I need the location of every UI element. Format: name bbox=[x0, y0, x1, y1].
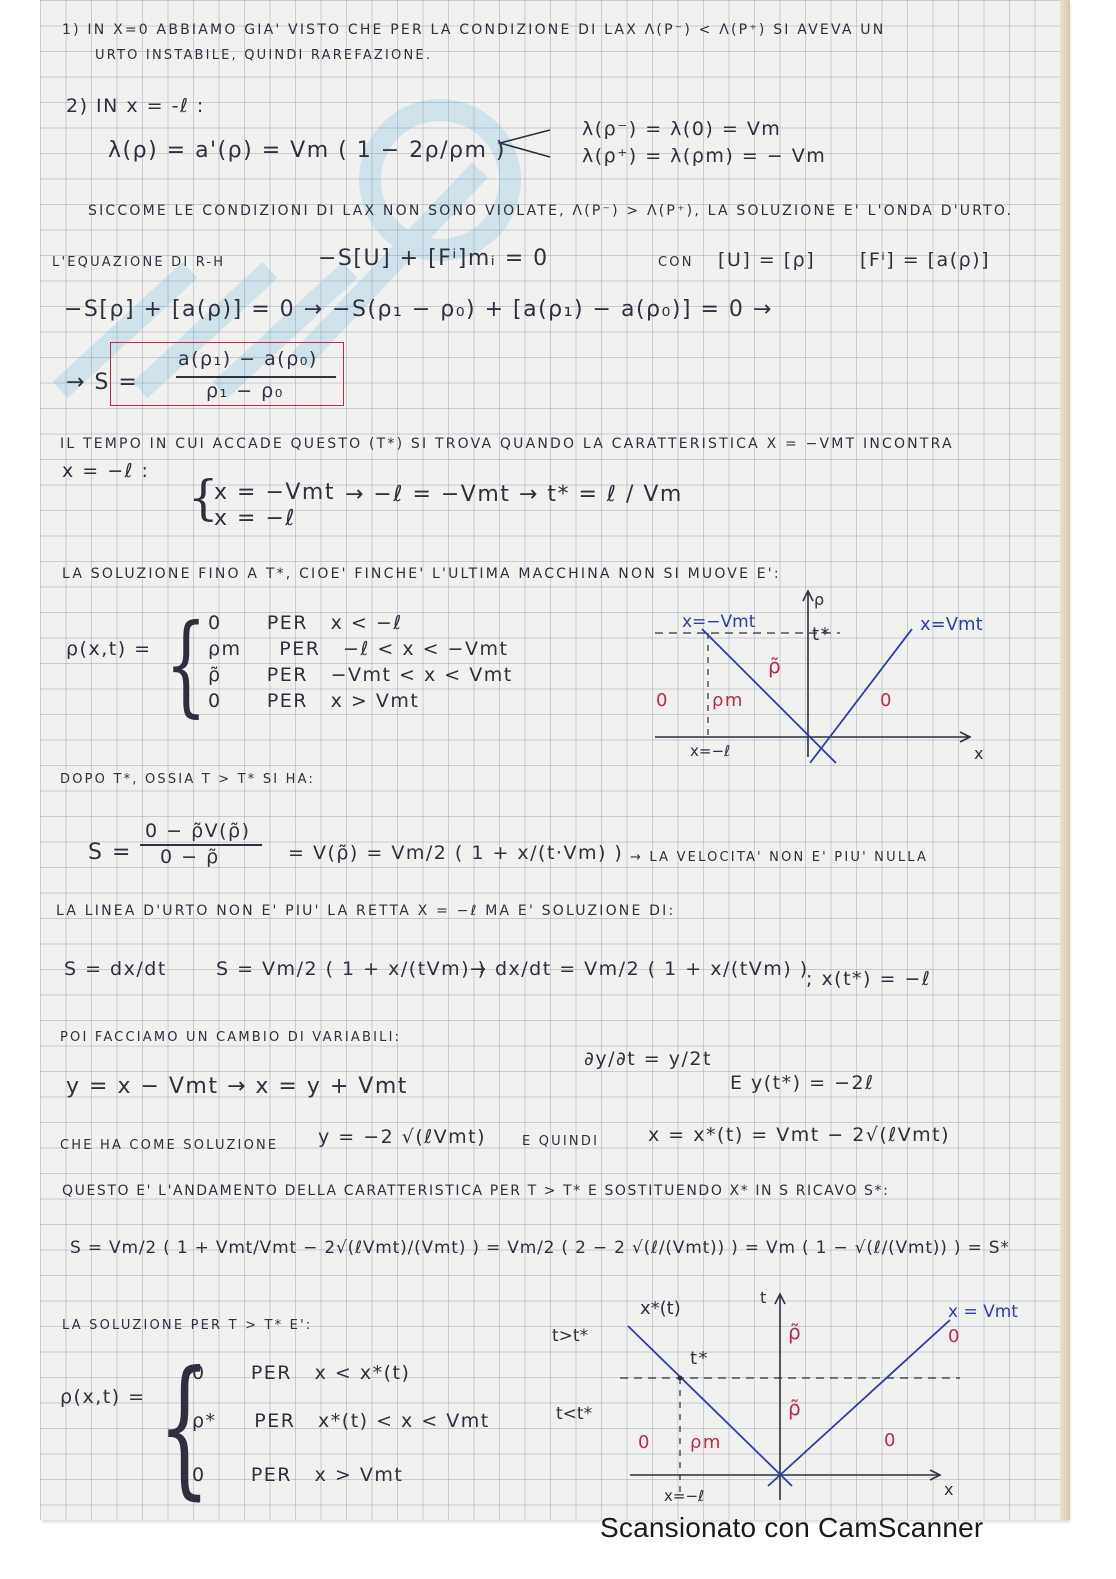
text-line: QUESTO E' L'ANDAMENTO DELLA CARATTERISTICA PER T > T* E SOSTITUENDO X* IN S RICAVO S*: bbox=[62, 1183, 890, 1199]
diagram1-rho-m: ρm bbox=[712, 690, 744, 711]
fraction-bar bbox=[176, 376, 336, 378]
diagram2-xstar-label: x*(t) bbox=[640, 1298, 681, 1319]
diagram2-tstar-label: t* bbox=[690, 1348, 710, 1369]
text-line: 0 − ρ̃ bbox=[160, 846, 220, 868]
text-line: ρ₁ − ρ₀ bbox=[206, 380, 284, 402]
text-line: ρm PER −ℓ < x < −Vmt bbox=[208, 638, 509, 660]
text-line: 0 PER x < −ℓ bbox=[208, 612, 403, 634]
text-line: λ(ρ) = a'(ρ) = Vm ( 1 − 2ρ/ρm ) bbox=[108, 138, 506, 163]
text-line: S = bbox=[88, 840, 132, 865]
text-line: x = −ℓ : bbox=[62, 460, 150, 482]
text-line: ∂y/∂t = y/2t bbox=[584, 1048, 712, 1070]
text-line: → dx/dt = Vm/2 ( 1 + x/(tVm) ) bbox=[470, 958, 809, 980]
text-line: DOPO T*, OSSIA T > T* SI HA: bbox=[60, 772, 316, 787]
diagram2-zero-left: 0 bbox=[638, 1432, 651, 1453]
text-line: −S[ρ] + [a(ρ)] = 0 → −S(ρ₁ − ρ₀) + [a(ρ₁) − a(ρ₀)] = 0 → bbox=[64, 297, 773, 322]
text-line: URTO INSTABILE, QUINDI RAREFAZIONE. bbox=[95, 48, 433, 63]
diagram1-left-line-label: x=−Vmt bbox=[682, 612, 756, 632]
diagram2-right-line-label: x = Vmt bbox=[948, 1302, 1018, 1322]
branch-arrow-icon bbox=[495, 125, 555, 165]
camscanner-footer: Scansionato con CamScanner bbox=[600, 1512, 984, 1543]
brace-icon: { bbox=[165, 600, 208, 728]
text-line: LA LINEA D'URTO NON E' PIU' LA RETTA X = −ℓ MA E' SOLUZIONE DI: bbox=[56, 903, 676, 919]
text-line: 1) IN X=0 ABBIAMO GIA' VISTO CHE PER LA CONDIZIONE DI LAX Λ(Ρ⁻) < Λ(Ρ⁺) SI AVEVA UN bbox=[62, 22, 886, 38]
text-line: 0 PER x < x*(t) bbox=[192, 1362, 411, 1384]
text-line: E QUINDI bbox=[522, 1134, 600, 1149]
text-line: SICCOME LE CONDIZIONI DI LAX NON SONO VIOLATE, Λ(Ρ⁻) > Λ(Ρ⁺), LA SOLUZIONE E' L'ONDA D'URTO. bbox=[88, 203, 1014, 219]
text-line: ρ(x,t) = bbox=[66, 638, 152, 660]
diagram2-rho-tilde-mid: ρ̃ bbox=[788, 1396, 803, 1420]
text-line: ; x(t*) = −ℓ bbox=[806, 968, 932, 990]
text-line: → S = bbox=[66, 370, 139, 395]
diagram1-zero-left: 0 bbox=[656, 690, 669, 711]
diagram2-t-axis-label: t bbox=[760, 1288, 768, 1307]
text-line: 0 PER x > Vmt bbox=[208, 690, 420, 712]
characteristic-left bbox=[628, 1326, 792, 1486]
text-line: ρ(x,t) = bbox=[60, 1386, 146, 1408]
text-line: 0 PER x > Vmt bbox=[192, 1464, 404, 1486]
characteristic-right bbox=[810, 629, 912, 763]
text-line: S = Vm/2 ( 1 + Vmt/Vmt − 2√(ℓVmt)/(Vmt) ) = Vm/2 ( 2 − 2 √(ℓ/(Vmt)) ) = Vm ( 1 − √(ℓ/(Vmt)) ) = S* bbox=[70, 1238, 1010, 1258]
diagram1-x-axis-label: x bbox=[974, 744, 985, 763]
diagram1-zero-right: 0 bbox=[880, 690, 893, 711]
diagram2-rho-m: ρm bbox=[690, 1432, 722, 1453]
diagram2-t-gt-label: t>t* bbox=[552, 1326, 589, 1346]
text-line: λ(ρ⁺) = λ(ρm) = − Vm bbox=[582, 145, 827, 167]
text-line: LA SOLUZIONE FINO A T*, CIOE' FINCHE' L'ULTIMA MACCHINA NON SI MUOVE E': bbox=[62, 566, 781, 582]
diagram2-zero-top-right: 0 bbox=[948, 1326, 961, 1347]
text-line: POI FACCIAMO UN CAMBIO DI VARIABILI: bbox=[60, 1030, 402, 1045]
text-line: λ(ρ⁻) = λ(0) = Vm bbox=[582, 118, 782, 140]
text-line: ρ* PER x*(t) < x < Vmt bbox=[192, 1410, 490, 1432]
text-line: [U] = [ρ] bbox=[718, 249, 816, 271]
diagram2-x-minus-l: x=−ℓ bbox=[664, 1487, 705, 1505]
diagram1-x-minus-l: x=−ℓ bbox=[690, 742, 731, 760]
brace-icon: { bbox=[158, 1340, 212, 1514]
text-line: x = −ℓ bbox=[214, 506, 296, 531]
text-line: x = x*(t) = Vmt − 2√(ℓVmt) bbox=[648, 1124, 951, 1146]
text-line: CON bbox=[658, 255, 694, 270]
text-line: E y(t*) = −2ℓ bbox=[730, 1072, 875, 1094]
text-line: −S[U] + [Fⁱ]mᵢ = 0 bbox=[318, 246, 549, 271]
diagram2-zero-right: 0 bbox=[884, 1430, 897, 1451]
text-line: y = −2 √(ℓVmt) bbox=[318, 1126, 487, 1148]
text-line: → −ℓ = −Vmt → t* = ℓ / Vm bbox=[345, 482, 683, 507]
page-edge bbox=[1060, 0, 1070, 1520]
text-line: S = Vm/2 ( 1 + x/(tVm) ) bbox=[216, 958, 487, 980]
brace-icon: { bbox=[188, 470, 221, 526]
text-line: = V(ρ̃) = Vm/2 ( 1 + x/(t·Vm) ) bbox=[288, 842, 624, 864]
text-line: LA SOLUZIONE PER T > T* E': bbox=[62, 1318, 313, 1333]
text-line: ρ̃ PER −Vmt < x < Vmt bbox=[208, 664, 513, 686]
text-line: 0 − ρ̃V(ρ̃) bbox=[145, 820, 251, 842]
diagram1-tstar-label: t* bbox=[812, 624, 832, 645]
text-line: IL TEMPO IN CUI ACCADE QUESTO (T*) SI TROVA QUANDO LA CARATTERISTICA X = −VMT INCONTRA bbox=[60, 436, 954, 452]
diagram2-x-axis-label: x bbox=[944, 1480, 955, 1499]
text-line: [Fⁱ] = [a(ρ)] bbox=[860, 249, 991, 271]
diagram1-right-line-label: x=Vmt bbox=[920, 614, 983, 635]
text-line: x = −Vmt bbox=[214, 480, 335, 505]
text-line: a(ρ₁) − a(ρ₀) bbox=[178, 348, 318, 370]
text-line: CHE HA COME SOLUZIONE bbox=[60, 1138, 279, 1153]
text-line: L'EQUAZIONE DI R-H bbox=[52, 255, 226, 270]
diagram1-rho-tilde: ρ̃ bbox=[768, 654, 783, 678]
text-line: y = x − Vmt → x = y + Vmt bbox=[66, 1074, 408, 1099]
text-line: S = dx/dt bbox=[64, 958, 167, 980]
diagram1-rho-axis-label: ρ bbox=[814, 590, 826, 609]
text-line: 2) IN x = -ℓ : bbox=[66, 95, 205, 117]
diagram2-rho-tilde-top: ρ̃ bbox=[788, 1320, 803, 1344]
diagram2-t-lt-label: t<t* bbox=[556, 1404, 593, 1424]
text-line: → LA VELOCITA' NON E' PIU' NULLA bbox=[630, 850, 929, 865]
